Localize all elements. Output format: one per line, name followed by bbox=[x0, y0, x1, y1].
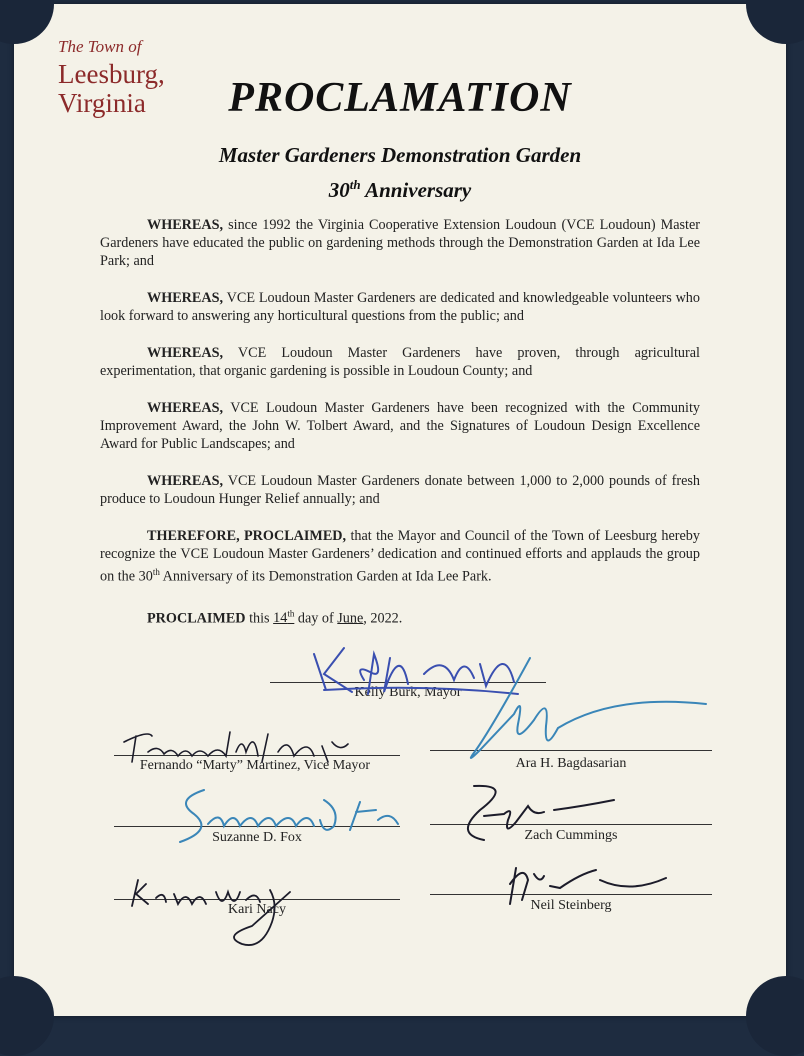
signatory-cummings: Zach Cummings bbox=[524, 828, 618, 843]
signatory-mayor: Kelly Burk, Mayor bbox=[354, 685, 462, 700]
cummings-signature-icon bbox=[444, 776, 644, 876]
signatory-bagdasarian: Ara H. Bagdasarian bbox=[515, 756, 627, 771]
signature-line-5 bbox=[114, 899, 400, 900]
anniversary-text: Anniversary bbox=[360, 178, 472, 202]
corner-cutout bbox=[746, 976, 804, 1056]
town-line3: Virginia bbox=[58, 88, 146, 118]
signatory-fox: Suzanne D. Fox bbox=[212, 830, 302, 845]
whereas-paragraph: WHEREAS, VCE Loudoun Master Gardeners have been recognized with the Community Improvement Award, the John W. Tolbert Award, and the Signatures of Loudoun Design Excellence Award for Public Landscapes; and bbox=[100, 400, 700, 452]
subtitle-line1: Master Gardeners Demonstration Garden bbox=[218, 143, 582, 167]
proclamation-document bbox=[14, 4, 786, 1016]
corner-cutout bbox=[0, 976, 54, 1056]
proclaimed-date: PROCLAIMED this 14th day of June, 2022. bbox=[147, 608, 403, 627]
document-title: PROCLAMATION bbox=[228, 75, 572, 121]
signature-line-mayor bbox=[270, 682, 546, 683]
whereas-paragraph: WHEREAS, VCE Loudoun Master Gardeners have proven, through agricultural experimentation, that organic gardening is possible in Loudoun County; and bbox=[100, 345, 700, 379]
proclamation-body bbox=[100, 216, 700, 646]
corner-cutout bbox=[746, 0, 804, 44]
signature-line-vice-mayor bbox=[114, 755, 400, 756]
document-subtitle bbox=[14, 140, 786, 205]
anniversary-suffix: th bbox=[349, 177, 361, 192]
signatory-vice-mayor: Fernando “Marty” Martinez, Vice Mayor bbox=[139, 758, 371, 773]
whereas-paragraph: WHEREAS, since 1992 the Virginia Cooperative Extension Loudoun (VCE Loudoun) Master Gardeners have educated the public on gardening methods through the Demonstration Garden at Ida Lee Park; and bbox=[100, 217, 700, 269]
subtitle-line2 bbox=[14, 170, 786, 205]
signatory-steinberg: Neil Steinberg bbox=[530, 898, 612, 913]
signature-line-6 bbox=[430, 894, 712, 895]
fox-signature-icon bbox=[164, 780, 414, 860]
whereas-paragraph: WHEREAS, VCE Loudoun Master Gardeners donate between 1,000 to 2,000 pounds of fresh produce to Loudoun Hunger Relief annually; and bbox=[100, 473, 700, 507]
signature-line-2 bbox=[430, 750, 712, 751]
town-line1: The Town of bbox=[58, 37, 142, 56]
whereas-paragraph: WHEREAS, VCE Loudoun Master Gardeners are dedicated and knowledgeable volunteers who look forward to answering any horticultural questions from the public; and bbox=[100, 290, 700, 324]
signature-line-4 bbox=[430, 824, 712, 825]
corner-cutout bbox=[0, 0, 54, 44]
signatory-nacy: Kari Nacy bbox=[228, 902, 286, 917]
anniversary-number: 30 bbox=[328, 178, 350, 202]
signature-line-3 bbox=[114, 826, 400, 827]
therefore-paragraph: THEREFORE, PROCLAIMED, that the Mayor and Council of the Town of Leesburg hereby recognize the VCE Loudoun Master Gardeners’ dedication and continued efforts and applauds the group on the 30th Anniversary of its Demonstration Garden at Ida Lee Park. bbox=[100, 528, 700, 585]
town-line2: Leesburg, bbox=[58, 59, 165, 89]
